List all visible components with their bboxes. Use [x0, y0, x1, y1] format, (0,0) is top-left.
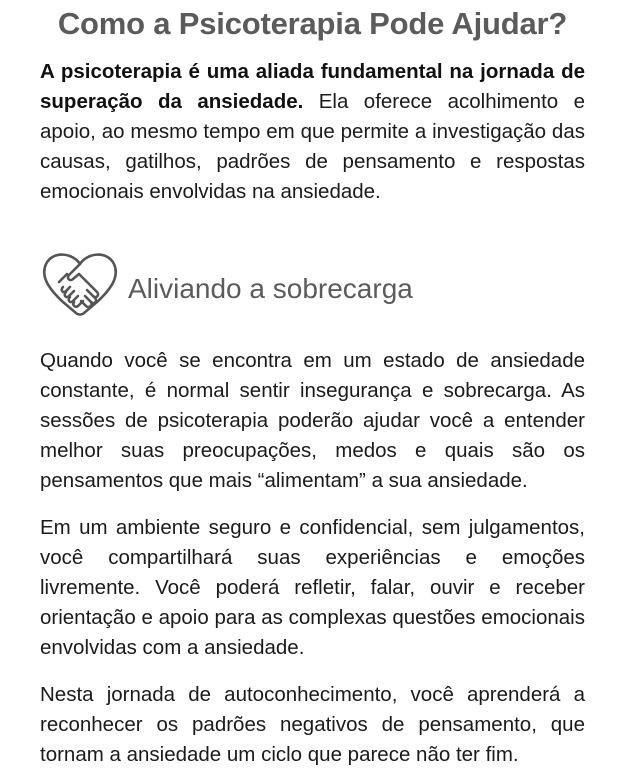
heart-handshake-icon: [41, 249, 119, 319]
intro-regular-text: Ela oferece acolhimento e apoio, ao mesmo tempo em que permite a investigação das causas, gatilhos, padrões de pensamento e respostas emocionais envolvidas na ansiedade.: [40, 90, 585, 203]
page-title: Como a Psicoterapia Pode Ajudar?: [57, 6, 568, 41]
section-header: [40, 248, 585, 320]
body-paragraph: Em um ambiente seguro e confidencial, sem julgamentos, você compartilhará suas experiências e emoções livremente. Você poderá refletir, falar, ouvir e receber orientação e apoio para as complexas questões emocionais envolvidas com a ansiedade.: [40, 516, 585, 659]
section-title: Aliviando a sobrecarga: [128, 273, 413, 304]
intro-bold-text: A psicoterapia é uma aliada fundamental na jornada de superação da ansiedade.: [40, 60, 585, 113]
body-paragraph: Quando você se encontra em um estado de ansiedade constante, é normal sentir insegurança e sobrecarga. As sessões de psicoterapia poderão ajudar você a entender melhor suas preocupações, medos e quais são os pensamentos que mais “alimentam” a sua ansiedade.: [40, 349, 585, 492]
intro-paragraph: [40, 57, 585, 207]
body-paragraph: Nesta jornada de autoconhecimento, você aprenderá a reconhecer os padrões negativos de pensamento, que tornam a ansiedade um ciclo que parece não ter fim.: [40, 683, 585, 766]
